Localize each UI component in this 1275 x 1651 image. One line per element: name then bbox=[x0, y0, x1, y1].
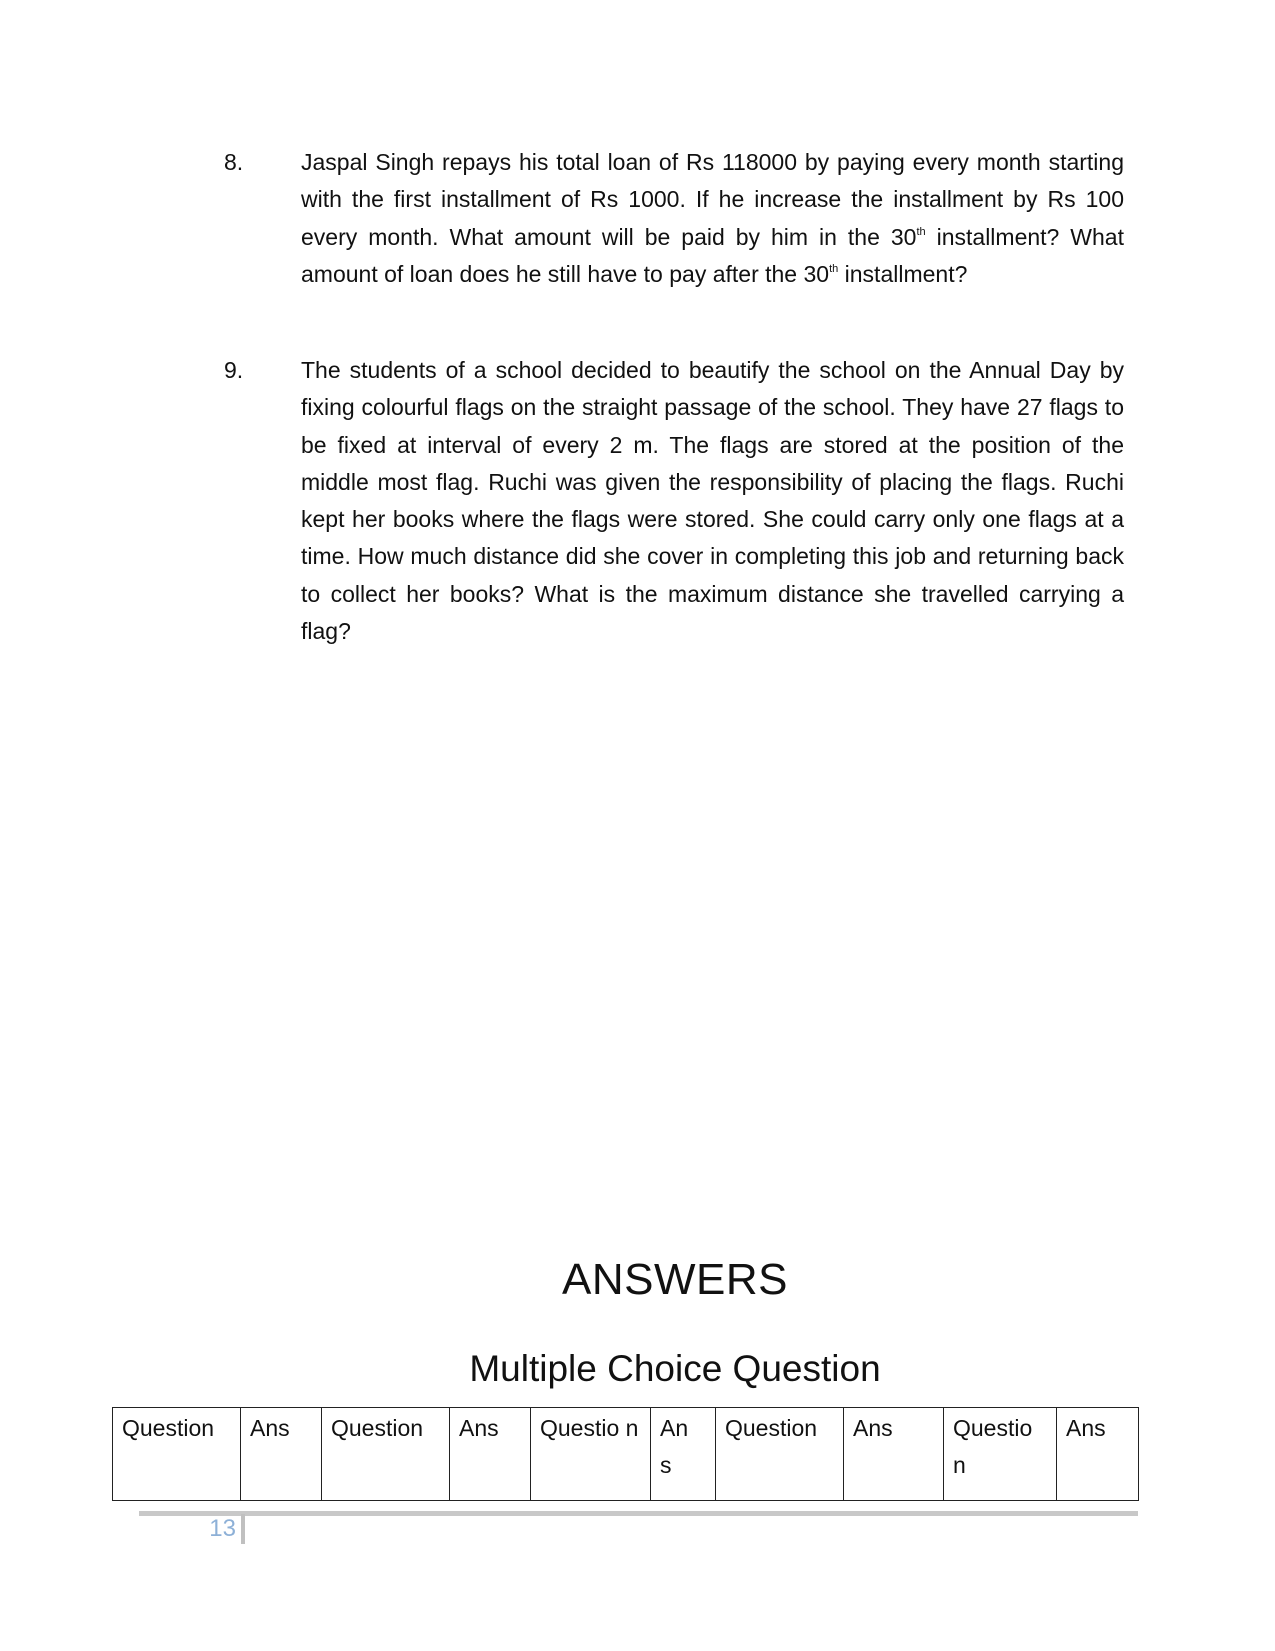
table-header-cell: Question bbox=[716, 1408, 844, 1501]
answers-heading: ANSWERS bbox=[562, 1255, 788, 1304]
footer-rule bbox=[139, 1511, 1138, 1516]
question-number: 9. bbox=[224, 357, 244, 383]
question-text: The students of a school decided to beautify the school on the Annual Day by fixing colourful flags on the straight passage of the school. They have 27 flags to be fixed at interval of every 2 m. The flags are stored at the position of the middle most flag. Ruchi was given the responsibility of placing the flags. Ruchi kept her books where the flags were stored. She could carry only one flags at a time. How much distance did she cover in completing this job and returning back to collect her books? What is the maximum distance she travelled carrying a flag? bbox=[301, 357, 1124, 645]
table-header-cell: Ans bbox=[450, 1408, 531, 1501]
table-header-row bbox=[113, 1408, 1139, 1501]
table-header-cell: Questio n bbox=[944, 1408, 1057, 1501]
table-header-cell: Ans bbox=[844, 1408, 944, 1501]
table-header-cell: Question bbox=[113, 1408, 241, 1501]
page-number-bar bbox=[241, 1514, 245, 1544]
table-header-cell: Ans bbox=[1057, 1408, 1139, 1501]
question-number: 8. bbox=[224, 149, 244, 175]
question-text: Jaspal Singh repays his total loan of Rs 118000 by paying every month starting with the first installment of Rs 1000. If he increase the installment by Rs 100 every month. What amount will be paid by him in the 30th installment? What amount of loan does he still have to pay after the 30th installment? bbox=[301, 149, 1124, 287]
answer-table bbox=[112, 1407, 1139, 1501]
table-header-cell: Question bbox=[322, 1408, 450, 1501]
table-header-cell: Ans bbox=[241, 1408, 322, 1501]
table-header-cell: Questio n bbox=[531, 1408, 651, 1501]
table-header-cell: An s bbox=[651, 1408, 716, 1501]
page-number: 13 bbox=[209, 1515, 236, 1542]
mcq-heading: Multiple Choice Question bbox=[469, 1348, 881, 1389]
